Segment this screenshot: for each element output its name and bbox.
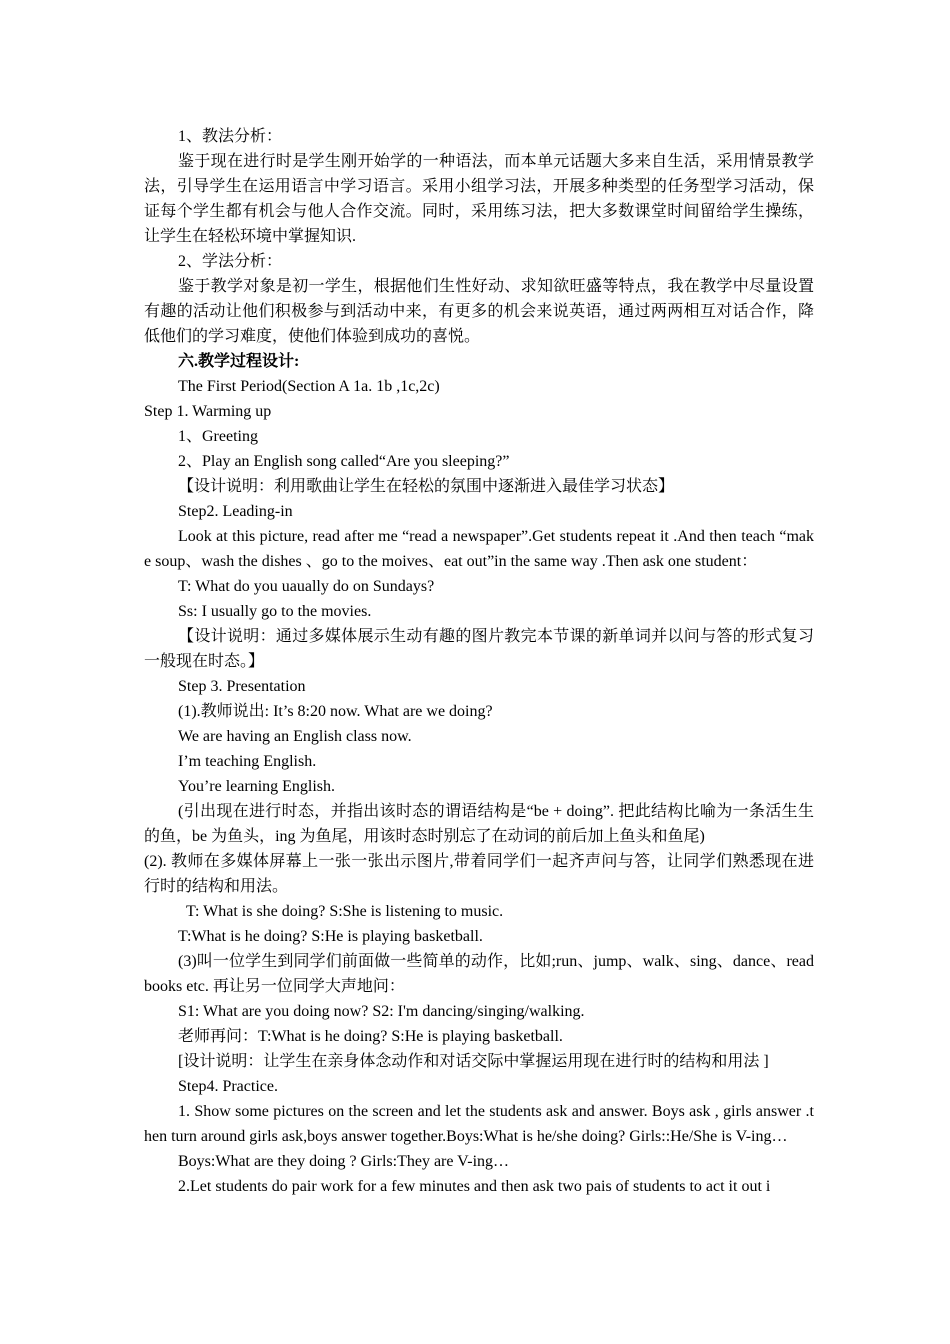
- dialogue-line: T:What is he doing? S:He is playing basketball.: [178, 928, 483, 945]
- paragraph: 2、Play an English song called“Are you sleeping?”: [178, 453, 510, 470]
- paragraph: 1、Greeting: [178, 428, 258, 445]
- section-heading: 六.教学过程设计:: [178, 353, 300, 370]
- dialogue-line: Ss: I usually go to the movies.: [178, 603, 372, 620]
- document-body: [144, 124, 814, 1199]
- design-note: 【设计说明：通过多媒体展示生动有趣的图片教完本节课的新单词并以问与答的形式复习一般现在时态。】: [144, 628, 814, 670]
- step-heading: Step 3. Presentation: [178, 678, 306, 695]
- paragraph: 鉴于现在进行时是学生刚开始学的一种语法，而本单元话题大多来自生活，采用情景教学法，引导学生在运用语言中学习语言。采用小组学习法，开展多种类型的任务型学习活动，保证每个学生都有机会与他人合作交流。同时，采用练习法，把大多数课堂时间留给学生操练，让学生在轻松环境中掌握知识.: [144, 153, 814, 245]
- step-heading: Step4. Practice.: [178, 1078, 278, 1095]
- paragraph: 2.Let students do pair work for a few minutes and then ask two pais of students to act it out i: [178, 1178, 771, 1195]
- paragraph: (1).教师说出: It’s 8:20 now. What are we doing?: [178, 703, 493, 720]
- dialogue-line: Boys:What are they doing ? Girls:They are V-ing…: [178, 1153, 510, 1170]
- paragraph: 1、教法分析：: [178, 128, 283, 145]
- paragraph: The First Period(Section A 1a. 1b ,1c,2c): [178, 378, 440, 395]
- dialogue-line: You’re learning English.: [178, 778, 336, 795]
- dialogue-line: T: What do you uaually do on Sundays?: [178, 578, 435, 595]
- dialogue-line: I’m teaching English.: [178, 753, 317, 770]
- design-note: 【设计说明：利用歌曲让学生在轻松的氛围中逐渐进入最佳学习状态】: [178, 478, 675, 495]
- paragraph: Look at this picture, read after me “read a newspaper”.Get students repeat it .And then teach “make soup、wash the dishes 、go to the moives、eat out”in the same way .Then ask one student：: [144, 528, 814, 570]
- paragraph: (引出现在进行时态，并指出该时态的谓语结构是“be + doing”. 把此结构比喻为一条活生生的鱼，be 为鱼头，ing 为鱼尾，用该时态时别忘了在动词的前后加上鱼头和鱼尾): [144, 803, 814, 845]
- paragraph: 鉴于教学对象是初一学生，根据他们生性好动、求知欲旺盛等特点，我在教学中尽量设置有趣的活动让他们积极参与到活动中来，有更多的机会来说英语，通过两两相互对话合作，降低他们的学习难度，使他们体验到成功的喜悦。: [144, 278, 814, 345]
- dialogue-line: We are having an English class now.: [178, 728, 412, 745]
- step-heading: Step 1. Warming up: [144, 403, 272, 420]
- dialogue-line: S1: What are you doing now? S2: I'm dancing/singing/walking.: [178, 1003, 585, 1020]
- paragraph: 1. Show some pictures on the screen and let the students ask and answer. Boys ask , girls answer .then turn around girls ask,boys answer together.Boys:What is he/she doing? Girls::He/She is V-ing…: [144, 1103, 814, 1145]
- dialogue-line: T: What is she doing? S:She is listening to music.: [186, 903, 504, 920]
- paragraph: (2). 教师在多媒体屏幕上一张一张出示图片,带着同学们一起齐声问与答，让同学们熟悉现在进行时的结构和用法。: [144, 853, 814, 895]
- paragraph: (3)叫一位学生到同学们前面做一些简单的动作，比如;run、jump、walk、sing、dance、read books etc. 再让另一位同学大声地问：: [144, 953, 814, 995]
- design-note: [设计说明：让学生在亲身体念动作和对话交际中掌握运用现在进行时的结构和用法 ]: [178, 1053, 769, 1070]
- dialogue-line: 老师再问：T:What is he doing? S:He is playing basketball.: [178, 1028, 563, 1045]
- step-heading: Step2. Leading-in: [178, 503, 293, 520]
- paragraph: 2、学法分析：: [178, 253, 283, 270]
